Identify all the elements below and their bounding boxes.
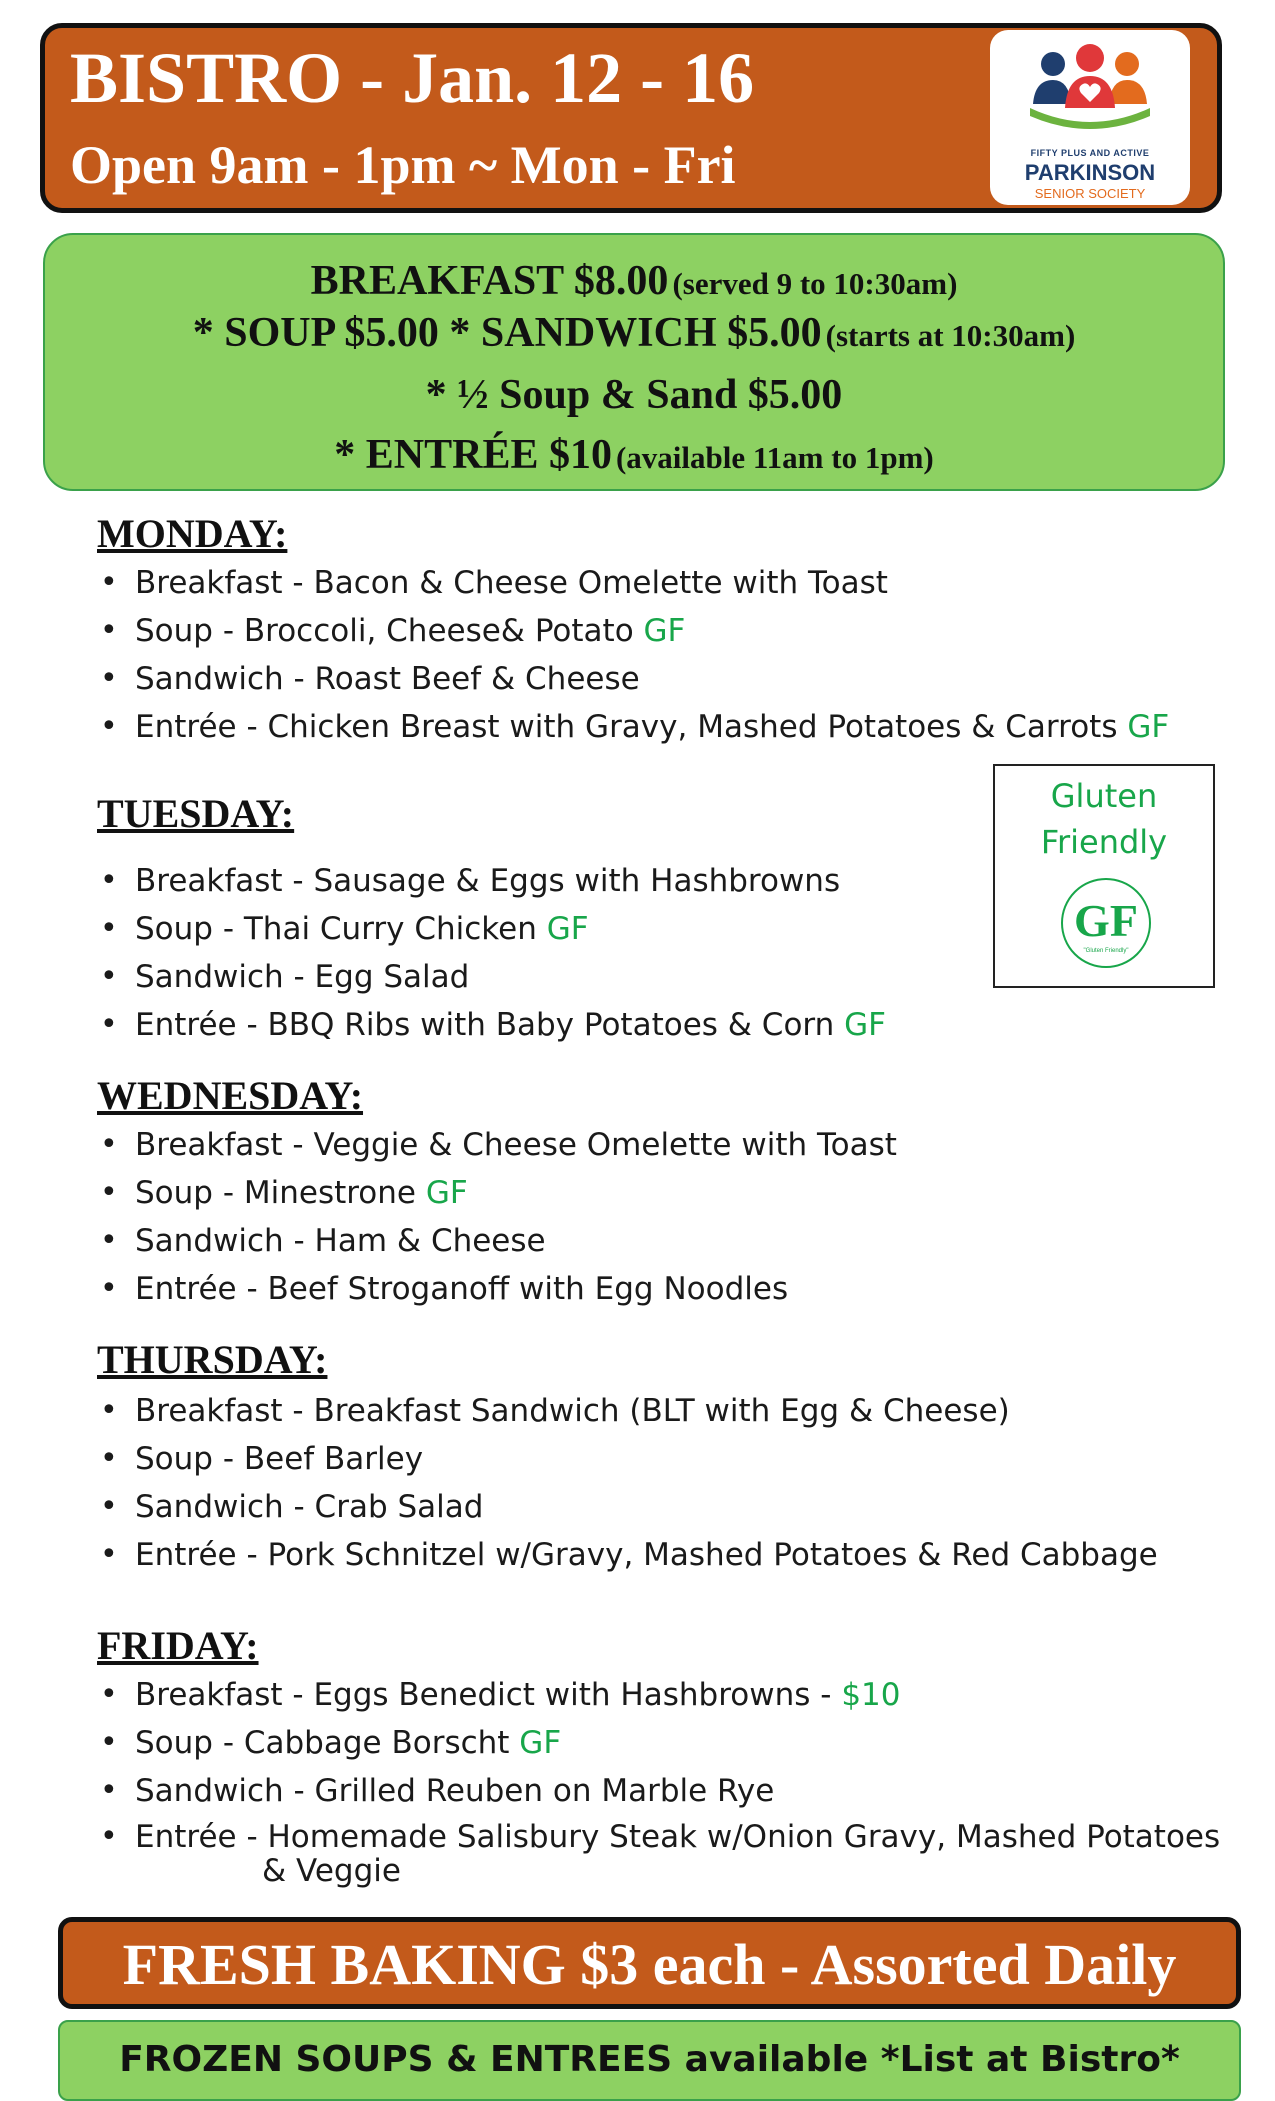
menu-item-text: Sandwich - Crab Salad (135, 1489, 484, 1525)
bullet-icon: • (100, 661, 118, 696)
menu-item-text: Entrée - Beef Stroganoff with Egg Noodles (135, 1271, 789, 1307)
menu-item-text: Breakfast - Bacon & Cheese Omelette with Toast (135, 565, 888, 601)
bullet-icon: • (100, 863, 118, 898)
menu-item-continuation: & Veggie (262, 1853, 401, 1889)
menu-item-text: Breakfast - Veggie & Cheese Omelette with Toast (135, 1127, 897, 1163)
bullet-icon: • (100, 911, 118, 946)
bullet-icon: • (100, 1271, 118, 1306)
menu-item-text: Sandwich - Ham & Cheese (135, 1223, 546, 1259)
bullet-icon: • (100, 1819, 118, 1854)
gluten-friendly-badge (993, 764, 1215, 988)
menu-item-text: Entrée - BBQ Ribs with Baby Potatoes & Corn (135, 1007, 835, 1043)
menu-item-text: Soup - Broccoli, Cheese& Potato (135, 613, 634, 649)
header-banner (40, 23, 1222, 213)
bullet-icon: • (100, 565, 118, 600)
breakfast-price: BREAKFAST $8.00 (310, 258, 669, 304)
logo-tagline: FIFTY PLUS AND ACTIVE (1030, 148, 1150, 158)
entree-price: * ENTRÉE $10 (334, 432, 612, 478)
half-soup-price-line (45, 371, 1223, 419)
day-heading-friday: FRIDAY: (97, 1623, 259, 1668)
gf-tag: GF (519, 1725, 562, 1761)
breakfast-price-line (45, 257, 1223, 305)
gf-badge-line2: Friendly (1040, 823, 1168, 861)
bullet-icon: • (100, 1677, 118, 1712)
price-tag: $10 (841, 1677, 901, 1713)
bullet-icon: • (100, 1537, 118, 1572)
menu-item-text: Soup - Cabbage Borscht (135, 1725, 510, 1761)
soup-sandwich-price-line (45, 309, 1223, 357)
entree-note: (available 11am to 1pm) (615, 440, 934, 475)
fresh-baking-text: FRESH BAKING $3 each - Assorted Daily (122, 1932, 1177, 1997)
gf-tag: GF (546, 911, 589, 947)
bullet-icon: • (100, 1725, 118, 1760)
day-heading-thursday: THURSDAY: (97, 1337, 328, 1382)
menu-item-text: Breakfast - Eggs Benedict with Hashbrowns - (135, 1677, 832, 1713)
menu-item-text: Sandwich - Roast Beef & Cheese (135, 661, 640, 697)
menu-item-text: Breakfast - Breakfast Sandwich (BLT with Egg & Cheese) (135, 1393, 1010, 1429)
fresh-baking-banner (58, 1917, 1241, 2009)
breakfast-note: (served 9 to 10:30am) (672, 266, 958, 301)
logo-subtitle: SENIOR SOCIETY (1034, 186, 1146, 201)
gf-tag: GF (643, 613, 686, 649)
bullet-icon: • (100, 1489, 118, 1524)
bullet-icon: • (100, 1393, 118, 1428)
opening-hours: Open 9am - 1pm ~ Mon - Fri (70, 135, 736, 195)
gf-tag: GF (844, 1007, 886, 1043)
gf-emblem-icon (1061, 878, 1151, 968)
people-heart-icon (1025, 42, 1155, 132)
menu-item-text: Sandwich - Grilled Reuben on Marble Rye (135, 1773, 775, 1809)
half-soup-price: * ½ Soup & Sand $5.00 (425, 372, 843, 418)
parkinson-logo (990, 30, 1190, 205)
price-box (43, 233, 1225, 491)
soup-sandwich-note: (starts at 10:30am) (825, 318, 1076, 353)
bullet-icon: • (100, 1223, 118, 1258)
menu-item-text: Soup - Thai Curry Chicken (135, 911, 537, 947)
bullet-icon: • (100, 1773, 118, 1808)
bullet-icon: • (100, 1175, 118, 1210)
bullet-icon: • (100, 1007, 118, 1042)
entree-price-line (45, 431, 1223, 479)
menu-item-text: Entrée - Chicken Breast with Gravy, Mashed Potatoes & Carrots (135, 709, 1118, 745)
bullet-icon: • (100, 709, 118, 744)
page-title: BISTRO - Jan. 12 - 16 (70, 38, 755, 118)
bullet-icon: • (100, 613, 118, 648)
day-heading-wednesday: WEDNESDAY: (97, 1073, 364, 1118)
menu-item-text: Soup - Beef Barley (135, 1441, 424, 1477)
bullet-icon: • (100, 1441, 118, 1476)
logo-name: PARKINSON (1024, 160, 1156, 185)
menu-item-text: Entrée - Homemade Salisbury Steak w/Onion Gravy, Mashed Potatoes (135, 1819, 1221, 1855)
day-heading-monday: MONDAY: (97, 511, 288, 556)
menu-item-text: Entrée - Pork Schnitzel w/Gravy, Mashed Potatoes & Red Cabbage (135, 1537, 1158, 1573)
frozen-banner (58, 2020, 1241, 2101)
bullet-icon: • (100, 959, 118, 994)
menu-item-text: Breakfast - Sausage & Eggs with Hashbrowns (135, 863, 841, 899)
gf-badge-line1: Gluten (1050, 777, 1158, 815)
day-heading-tuesday: TUESDAY: (97, 791, 295, 836)
frozen-text: FROZEN SOUPS & ENTREES available *List at Bistro* (119, 2039, 1180, 2080)
gf-emblem-text: GF (1074, 895, 1138, 946)
gf-tag: GF (1127, 709, 1170, 745)
menu-item-text: Sandwich - Egg Salad (135, 959, 470, 995)
bullet-icon: • (100, 1127, 118, 1162)
gf-emblem-caption: "Gluten Friendly" (1083, 948, 1129, 954)
soup-sandwich-price: * SOUP $5.00 * SANDWICH $5.00 (192, 310, 822, 356)
gf-tag: GF (425, 1175, 468, 1211)
menu-item-text: Soup - Minestrone (135, 1175, 416, 1211)
